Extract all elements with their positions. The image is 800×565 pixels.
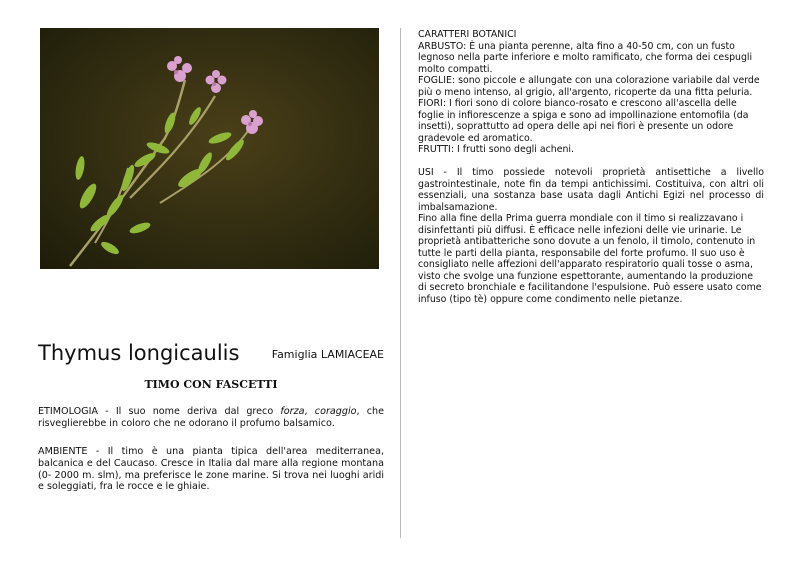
- column-divider: [400, 28, 401, 538]
- etimologia-word-forza: forza: [280, 406, 305, 417]
- family-label: Famiglia LAMIACEAE: [271, 348, 384, 361]
- spacer: [418, 156, 764, 168]
- thyme-plant-photo: [40, 28, 379, 269]
- fiori-text: FIORI: I fiori sono di colore bianco-rosato e crescono all'ascella delle foglie in infiorescenze a spiga e sono ad impollinazione entomofila (da insetti), soprattutto ad opera delle api nei fiori è presente un odore gradevole ed aromatico.: [418, 98, 749, 144]
- ambiente-paragraph: AMBIENTE - Il timo è una pianta tipica dell'area mediterranea, balcanica e del Caucaso. Cresce in Italia dal mare alla regione montana (0- 2000 m. slm), ma preferisce le zone marine. Si trova nei luoghi aridi e soleggiati, fra le rocce e le ghiaie.: [38, 446, 384, 493]
- usi-text: USI - Il timo possiede notevoli proprietà antisettiche a livello gastrointestinale, note fin da tempi antichissimi. Costituiva, con altri oli essenziali, una sostanza base usata dagli Antichi Egizi nel processo di imbalsamazione.: [418, 167, 764, 213]
- etimologia-paragraph: [38, 406, 384, 430]
- common-name: TIMO CON FASCETTI: [144, 378, 278, 391]
- etimologia-prefix: ETIMOLOGIA - Il suo nome deriva dal greco: [38, 406, 281, 417]
- guerra-text: Fino alla fine della Prima guerra mondiale con il timo si realizzavano i disinfettanti più diffusi. È efficace nelle infezioni delle vie urinarie. Le proprietà antibatteriche sono dovute a un fenolo, il timolo, contenuto in tutte le parti della pianta, responsabile del forte profumo. Il suo uso è consigliato nelle affezioni dell'apparato respiratorio quali tosse o asma, visto che svolge una funzione espettorante, aumentando la produzione di secreto bronchiale e facilitandone l'espulsione. Può essere usato come infuso (tipo tè) oppure come condimento nelle pietanze.: [418, 213, 762, 305]
- etimologia-suffix: , che risveglierebbe in coloro che ne odorano il profumo balsamico.: [38, 406, 385, 429]
- caratteri-heading: CARATTERI BOTANICI: [418, 29, 517, 40]
- scientific-name: Thymus longicaulis: [38, 341, 240, 365]
- arbusto-text: ARBUSTO: È una pianta perenne, alta fino a 40-50 cm, con un fusto legnoso nella parte inferiore e molto ramificato, che forma dei cespugli molto compatti.: [418, 40, 753, 75]
- foglie-text: FOGLIE: sono piccole e allungate con una colorazione variabile dal verde più o meno intenso, al grigio, all'argento, ricoperte da una fitta peluria.: [418, 75, 760, 98]
- title-row: [38, 340, 384, 370]
- frutti-text: FRUTTI: I frutti sono degli acheni.: [418, 144, 575, 155]
- right-column: [418, 29, 764, 305]
- etimologia-word-coraggio: coraggio: [314, 406, 357, 417]
- etimologia-separator: ,: [304, 406, 315, 417]
